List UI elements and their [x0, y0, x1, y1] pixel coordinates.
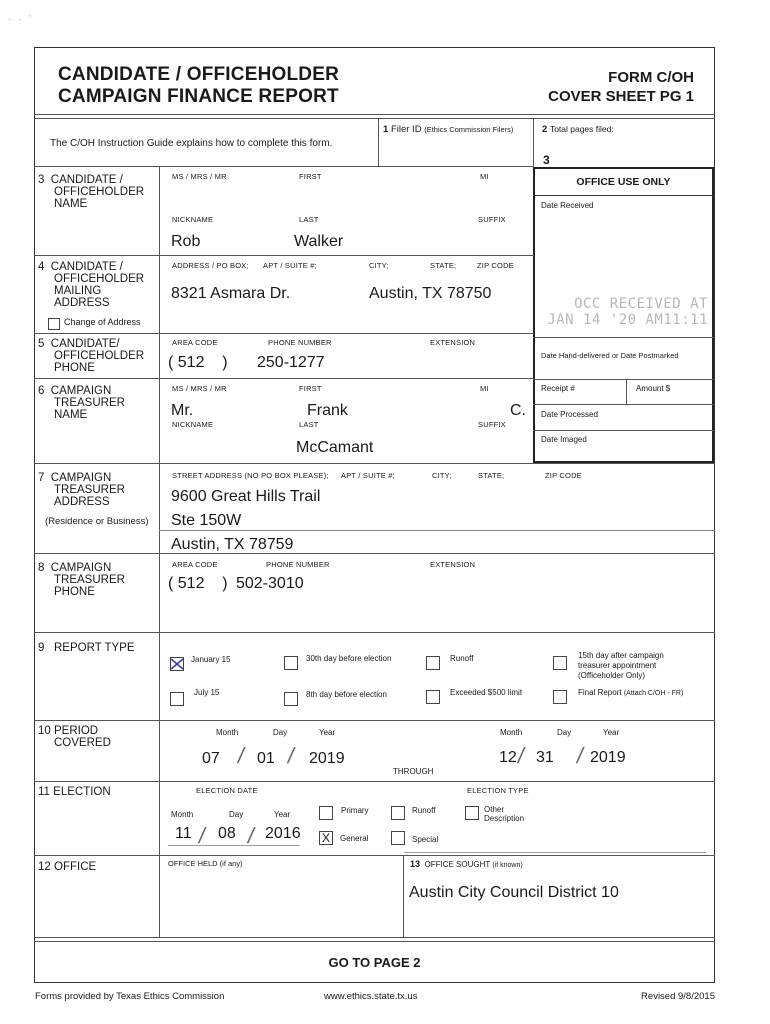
section-8-label — [38, 562, 125, 598]
through-label: THROUGH — [393, 767, 434, 776]
field-label: ZIP CODE — [545, 471, 582, 480]
form-id-line-2: COVER SHEET PG 1 — [548, 88, 694, 105]
divider — [34, 941, 715, 942]
15th-day-line3: (Officeholder Only) — [578, 671, 645, 680]
field-label: CITY; — [432, 471, 452, 480]
field-label: MI — [480, 172, 489, 181]
change-of-address-checkbox[interactable] — [48, 318, 60, 330]
section-6-line3: NAME — [54, 409, 88, 421]
field-label: MS / MRS / MR — [172, 384, 227, 393]
office-sought-value[interactable]: Austin City Council District 10 — [409, 884, 619, 901]
primary-label: Primary — [341, 806, 369, 815]
from-day[interactable]: 01 — [257, 750, 275, 767]
form-id-line-1: FORM C/OH — [608, 69, 694, 86]
divider — [533, 430, 714, 431]
section-11-num: 11 — [38, 786, 50, 798]
election-month[interactable]: 11 — [175, 825, 192, 842]
stamp-line-1: OCC RECEIVED AT — [574, 296, 708, 312]
final-report-text: Final Report — [578, 688, 622, 697]
total-pages-label — [542, 124, 614, 135]
section-13-num: 13 — [410, 859, 421, 869]
candidate-phone[interactable]: 250-1277 — [257, 354, 325, 371]
divider — [533, 337, 714, 338]
election-day[interactable]: 08 — [218, 825, 236, 842]
date-imaged-label: Date Imaged — [541, 435, 587, 444]
instruction-text: The C/OH Instruction Guide explains how to complete this form. — [50, 138, 333, 149]
general-mark: X — [322, 831, 331, 845]
received-stamp — [540, 296, 708, 328]
general-checkbox[interactable] — [319, 831, 333, 845]
from-month[interactable]: 07 — [202, 750, 220, 767]
filer-id-note: (Ethics Commission Filers) — [424, 125, 514, 134]
divider — [533, 404, 714, 405]
footer-center: www.ethics.state.tx.us — [324, 991, 418, 1002]
exceeded-limit-checkbox[interactable] — [426, 690, 440, 704]
divider — [159, 530, 715, 531]
15th-day-checkbox[interactable] — [553, 656, 567, 670]
divider — [34, 166, 534, 167]
field-label: STATE; — [478, 471, 505, 480]
treasurer-phone[interactable]: 502-3010 — [236, 575, 304, 592]
treasurer-area-code[interactable]: ( 512 ) — [168, 575, 228, 592]
section-4-num: 4 — [38, 261, 45, 273]
section-7-line3: ADDRESS — [54, 496, 110, 508]
final-report-checkbox[interactable] — [553, 690, 567, 704]
january-15-checkbox[interactable] — [170, 657, 184, 671]
15th-day-line1: 15th day after campaign — [578, 651, 664, 660]
change-of-address-label: Change of Address — [64, 317, 141, 327]
divider — [34, 378, 534, 379]
treasurer-last-name[interactable]: McCamant — [296, 439, 374, 456]
election-year[interactable]: 2016 — [265, 825, 301, 842]
special-checkbox[interactable] — [391, 831, 405, 845]
section-5-num: 5 — [38, 338, 45, 350]
section-13-note: (if known) — [492, 862, 523, 869]
date-separator: / — [515, 743, 527, 768]
section-8-num: 8 — [38, 562, 45, 574]
section-7-note: (Residence or Business) — [45, 516, 149, 527]
field-label: LAST — [299, 215, 319, 224]
date-separator: / — [574, 743, 586, 768]
final-report-label — [578, 688, 683, 699]
section-8-line3: PHONE — [54, 586, 95, 598]
election-year-label: Year — [274, 810, 291, 819]
go-to-page-2: GO TO PAGE 2 — [328, 955, 421, 970]
field-label: CITY; — [369, 261, 389, 270]
section-4-line1: CANDIDATE / — [50, 261, 123, 273]
section-5-line2: OFFICEHOLDER — [54, 350, 145, 362]
divider — [34, 937, 715, 938]
treasurer-address-line-1[interactable]: 9600 Great Hills Trail — [171, 488, 321, 505]
other-checkbox[interactable] — [465, 806, 479, 820]
total-pages-text: Total pages filed: — [549, 124, 614, 134]
to-month-label: Month — [500, 728, 523, 737]
other-line2: Description — [484, 814, 525, 823]
divider — [378, 118, 379, 166]
election-type-label: ELECTION TYPE — [467, 786, 529, 795]
field-label: PHONE NUMBER — [268, 338, 332, 347]
section-4-line4: ADDRESS — [54, 297, 110, 309]
title-line-2: CAMPAIGN FINANCE REPORT — [58, 86, 339, 107]
date-hand-delivered-label: Date Hand-delivered or Date Postmarked — [541, 351, 679, 360]
8-day-label: 8th day before election — [306, 690, 387, 699]
field-label: SUFFIX — [478, 420, 506, 429]
section-4-line3: MAILING — [54, 285, 102, 297]
july-15-checkbox[interactable] — [170, 692, 184, 706]
section-7-label — [38, 472, 125, 508]
treasurer-address-line-3[interactable]: Austin, TX 78759 — [171, 536, 294, 553]
field-label: EXTENSION — [430, 338, 476, 347]
date-separator: / — [285, 743, 297, 768]
30-day-label: 30th day before election — [306, 654, 392, 663]
section-3-line1: CANDIDATE / — [50, 174, 123, 186]
office-sought-label — [410, 859, 523, 869]
footer-right: Revised 9/8/2015 — [641, 991, 715, 1002]
office-use-title: OFFICE USE ONLY — [576, 176, 671, 188]
amount-label: Amount $ — [636, 384, 671, 393]
section-10-num: 10 — [38, 725, 51, 737]
to-month[interactable]: 12 — [499, 749, 517, 766]
divider — [34, 632, 715, 633]
section-9-num: 9 — [38, 642, 45, 654]
candidate-city-state-zip[interactable]: Austin, TX 78750 — [369, 285, 492, 302]
divider — [403, 855, 404, 937]
footer-left: Forms provided by Texas Ethics Commission — [35, 991, 225, 1002]
field-label: EXTENSION — [430, 560, 476, 569]
date-separator: / — [235, 743, 247, 768]
section-9-text: REPORT TYPE — [54, 642, 135, 654]
total-pages-num: 2 — [542, 124, 548, 135]
receipt-label: Receipt # — [541, 384, 575, 393]
treasurer-first-name[interactable]: Frank — [307, 402, 348, 419]
section-6-line2: TREASURER — [54, 397, 125, 409]
15th-day-label — [578, 651, 664, 681]
july-15-label: July 15 — [194, 688, 220, 697]
field-label: PHONE NUMBER — [266, 560, 330, 569]
30-day-checkbox[interactable] — [284, 656, 298, 670]
title-line-1: CANDIDATE / OFFICEHOLDER — [58, 64, 339, 85]
divider — [626, 379, 627, 404]
section-7-line1: CAMPAIGN — [50, 472, 112, 484]
field-label: ZIP CODE — [477, 261, 514, 270]
candidate-last-name[interactable]: Walker — [294, 233, 344, 250]
field-label: FIRST — [299, 172, 322, 181]
total-pages-value[interactable]: 3 — [543, 153, 550, 167]
treasurer-address-line-2[interactable]: Ste 150W — [171, 512, 242, 529]
field-label: STATE; — [430, 261, 457, 270]
other-line1: Other — [484, 805, 505, 814]
treasurer-mi[interactable]: C. — [510, 402, 526, 419]
section-10-line2: COVERED — [54, 737, 111, 749]
corner-mark: · · ` — [8, 14, 32, 24]
field-label: AREA CODE — [172, 338, 218, 347]
divider — [533, 118, 534, 167]
office-held-label: OFFICE HELD (if any) — [168, 859, 243, 868]
section-3-line2: OFFICEHOLDER — [54, 186, 145, 198]
section-8-line1: CAMPAIGN — [50, 562, 112, 574]
field-label: SUFFIX — [478, 215, 506, 224]
stamp-line-2: JAN 14 '20 AM11:11 — [547, 312, 708, 328]
field-label: AREA CODE — [172, 560, 218, 569]
form-id — [548, 68, 694, 106]
divider — [34, 255, 534, 256]
header-divider — [34, 114, 715, 115]
candidate-street[interactable]: 8321 Asmara Dr. — [171, 285, 291, 302]
from-year[interactable]: 2019 — [309, 750, 345, 767]
date-separator: / — [245, 823, 257, 848]
candidate-first-name[interactable]: Rob — [171, 233, 201, 250]
section-4-label — [38, 261, 144, 309]
field-label: NICKNAME — [172, 420, 214, 429]
section-6-label — [38, 385, 125, 421]
section-10-label — [38, 725, 111, 749]
field-label: MI — [480, 384, 489, 393]
header-divider-2 — [34, 118, 715, 119]
section-5-line3: PHONE — [54, 362, 95, 374]
form-title — [58, 64, 339, 108]
section-11-text: ELECTION — [53, 786, 111, 798]
label-column-divider — [159, 166, 160, 937]
to-day[interactable]: 31 — [536, 749, 554, 766]
election-runoff-label: Runoff — [412, 806, 436, 815]
15th-day-line2: treasurer appointment — [578, 661, 657, 670]
check-mark-icon — [170, 657, 184, 671]
to-year-label: Year — [603, 728, 620, 737]
section-5-label — [38, 338, 144, 374]
section-11-label — [38, 786, 111, 798]
section-8-line2: TREASURER — [54, 574, 125, 586]
field-label: FIRST — [299, 384, 322, 393]
section-12-num: 12 — [38, 861, 51, 873]
section-5-line1: CANDIDATE/ — [50, 338, 120, 350]
from-day-label: Day — [273, 728, 288, 737]
election-runoff-checkbox[interactable] — [391, 806, 405, 820]
section-10-line1: PERIOD — [54, 725, 99, 737]
section-12-text: OFFICE — [54, 861, 97, 873]
field-label: APT / SUITE #; — [263, 261, 317, 270]
divider — [533, 195, 714, 196]
divider — [34, 720, 715, 721]
field-label: APT / SUITE #; — [341, 471, 395, 480]
candidate-area-code[interactable]: ( 512 ) — [168, 354, 228, 371]
filer-id-text: Filer ID — [390, 124, 422, 135]
field-label: STREET ADDRESS (NO PO BOX PLEASE); — [172, 471, 329, 480]
section-3-label — [38, 174, 144, 210]
to-year[interactable]: 2019 — [590, 749, 626, 766]
field-label: NICKNAME — [172, 215, 214, 224]
from-month-label: Month — [216, 728, 239, 737]
divider — [533, 379, 714, 380]
date-underline — [168, 845, 300, 846]
section-6-num: 6 — [38, 385, 45, 397]
election-day-label: Day — [229, 810, 244, 819]
filer-id-num: 1 — [383, 124, 389, 135]
divider — [34, 781, 715, 782]
primary-checkbox[interactable] — [319, 806, 333, 820]
8-day-checkbox[interactable] — [284, 692, 298, 706]
section-3-line3: NAME — [54, 198, 88, 210]
to-day-label: Day — [557, 728, 572, 737]
section-13-text: OFFICE SOUGHT — [424, 860, 491, 869]
section-12-label — [38, 861, 96, 873]
from-year-label: Year — [319, 728, 336, 737]
exceeded-limit-label: Exceeded $500 limit — [450, 688, 523, 697]
runoff-checkbox[interactable] — [426, 656, 440, 670]
special-label: Special — [412, 835, 439, 844]
field-label: ADDRESS / PO BOX; — [172, 261, 249, 270]
divider — [34, 553, 715, 554]
final-report-note: (Attach C/OH - FR) — [623, 690, 684, 697]
january-15-label: January 15 — [191, 655, 231, 664]
election-month-label: Month — [171, 810, 194, 819]
section-7-line2: TREASURER — [54, 484, 125, 496]
date-received-label: Date Received — [541, 201, 594, 210]
treasurer-title[interactable]: Mr. — [171, 402, 194, 419]
section-9-label — [38, 642, 135, 654]
other-label — [484, 805, 524, 823]
section-3-num: 3 — [38, 174, 45, 186]
date-processed-label: Date Processed — [541, 410, 598, 419]
field-label: MS / MRS / MR — [172, 172, 227, 181]
divider — [34, 855, 715, 856]
divider — [34, 463, 715, 464]
divider — [34, 333, 534, 334]
filer-id-label — [383, 124, 513, 135]
section-4-line2: OFFICEHOLDER — [54, 273, 145, 285]
runoff-label: Runoff — [450, 654, 474, 663]
field-label: LAST — [299, 420, 319, 429]
section-6-line1: CAMPAIGN — [50, 385, 112, 397]
general-label: General — [340, 834, 369, 843]
election-date-label: ELECTION DATE — [196, 786, 258, 795]
divider — [404, 852, 706, 853]
section-7-num: 7 — [38, 472, 45, 484]
date-separator: / — [196, 823, 208, 848]
